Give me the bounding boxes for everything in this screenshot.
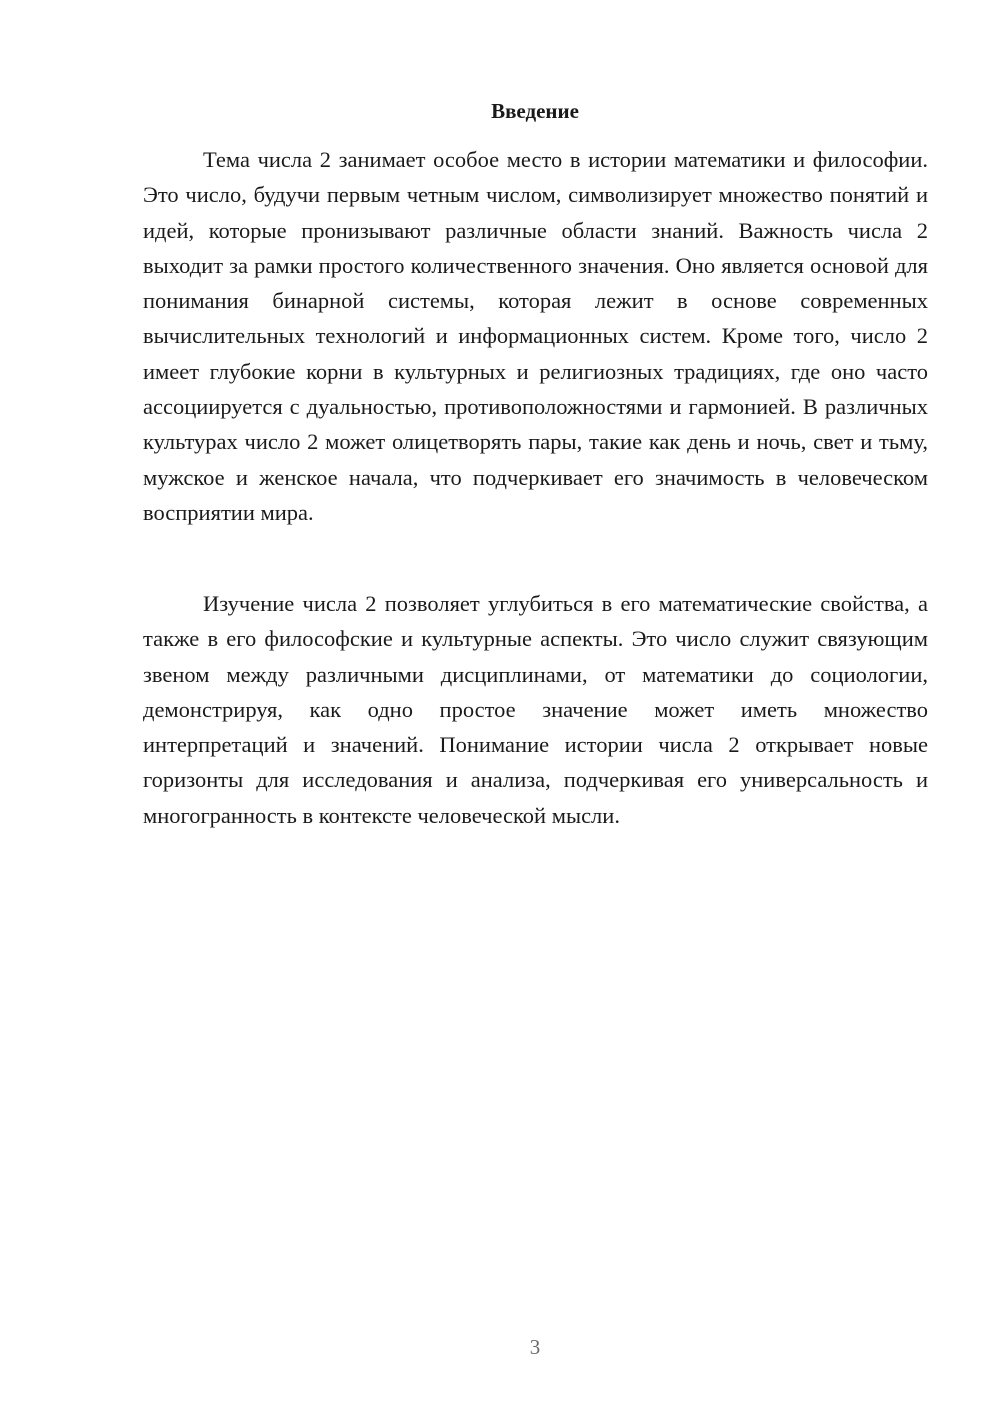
page-number: 3 (529, 1335, 541, 1359)
paragraph-study: Изучение числа 2 позволяет углубиться в его математические свойства, а также в его философские и культурные аспекты. Это число служит связующим звеном между различными дисциплинами, от математики до социологии, демонстрируя, как одно простое значение может иметь множество интерпретаций и значений. Понимание истории числа 2 открывает новые горизонты для исследования и анализа, подчеркивая его универсальность и многогранность в контексте человеческой мысли. (143, 591, 928, 828)
paragraph-introduction: Тема числа 2 занимает особое место в истории математики и философии. Это число, будучи первым четным числом, символизирует множество понятий и идей, которые пронизывают различные области знаний. Важность числа 2 выходит за рамки простого количественного значения. Оно является основой для понимания бинарной системы, которая лежит в основе современных вычислительных технологий и информационных систем. Кроме того, число 2 имеет глубокие корни в культурных и религиозных традициях, где оно часто ассоциируется с дуальностью, противоположностями и гармонией. В различных культурах число 2 может олицетворять пары, такие как день и ночь, свет и тьму, мужское и женское начала, что подчеркивает его значимость в человеческом восприятии мира. (143, 147, 928, 525)
section-heading: Введение (491, 99, 579, 123)
